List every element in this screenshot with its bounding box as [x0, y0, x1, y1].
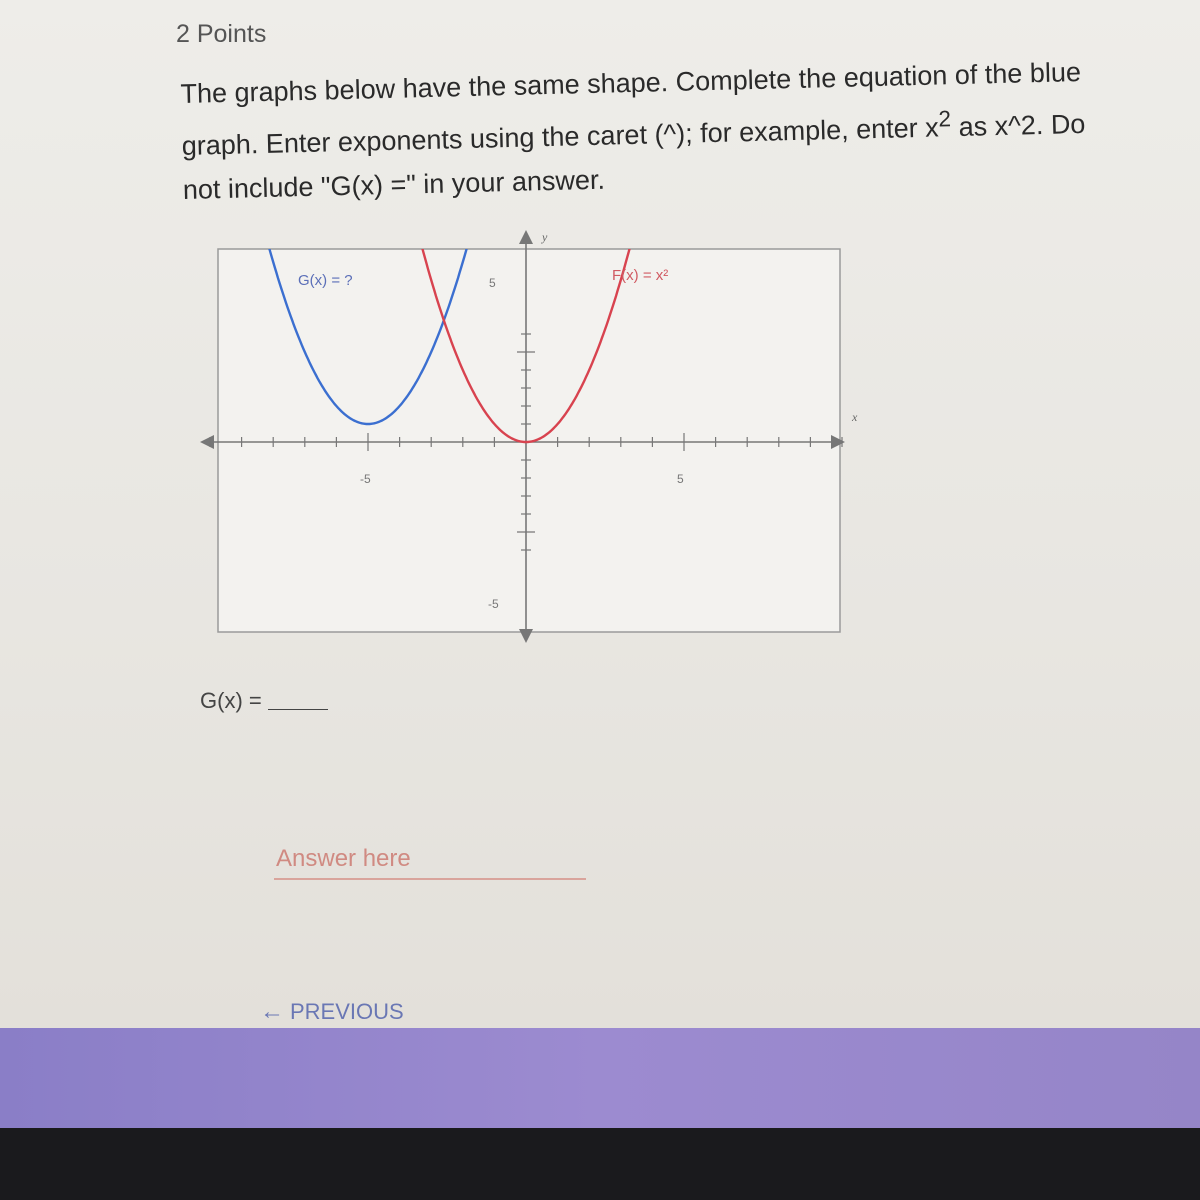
example-exponent: 2 [938, 106, 952, 132]
points-label: 2 Points [176, 20, 267, 48]
blue-curve-label: G(x) = ? [298, 272, 353, 289]
previous-button[interactable] [260, 998, 404, 1026]
red-curve-label: F(x) = x² [612, 267, 669, 284]
graph-svg [200, 225, 858, 650]
y-axis-label: y [542, 230, 548, 244]
x-tick-label-pos5: 5 [677, 472, 684, 486]
screen-bezel [0, 1128, 1200, 1200]
x-axis-arrow-left [200, 435, 214, 449]
y-axis-arrow-down [519, 629, 533, 643]
answer-prompt: G(x) = [200, 688, 328, 714]
arrow-left-icon: ← [260, 998, 284, 1025]
answer-input[interactable] [274, 840, 586, 880]
answer-blank [268, 709, 328, 710]
y-tick-label-pos5: 5 [489, 276, 496, 290]
y-axis-arrow-up [519, 230, 533, 244]
graph [200, 225, 858, 650]
x-axis-label: x [852, 410, 858, 424]
footer-bar [0, 1028, 1200, 1130]
x-tick-label-neg5: -5 [360, 472, 371, 486]
question-line-2: graph. Enter exponents using the caret (^); for example, enter $x^2$ as x^2. Do [181, 106, 1086, 161]
y-tick-label-neg5: -5 [488, 597, 499, 611]
previous-label: PREVIOUS [290, 999, 404, 1024]
example-x: x [924, 112, 940, 143]
question-line-1: The graphs below have the same shape. Complete the equation of the blue [180, 56, 1082, 109]
question-line-3: not include "G(x) =" in your answer. [182, 164, 606, 205]
question-text [180, 48, 1173, 212]
